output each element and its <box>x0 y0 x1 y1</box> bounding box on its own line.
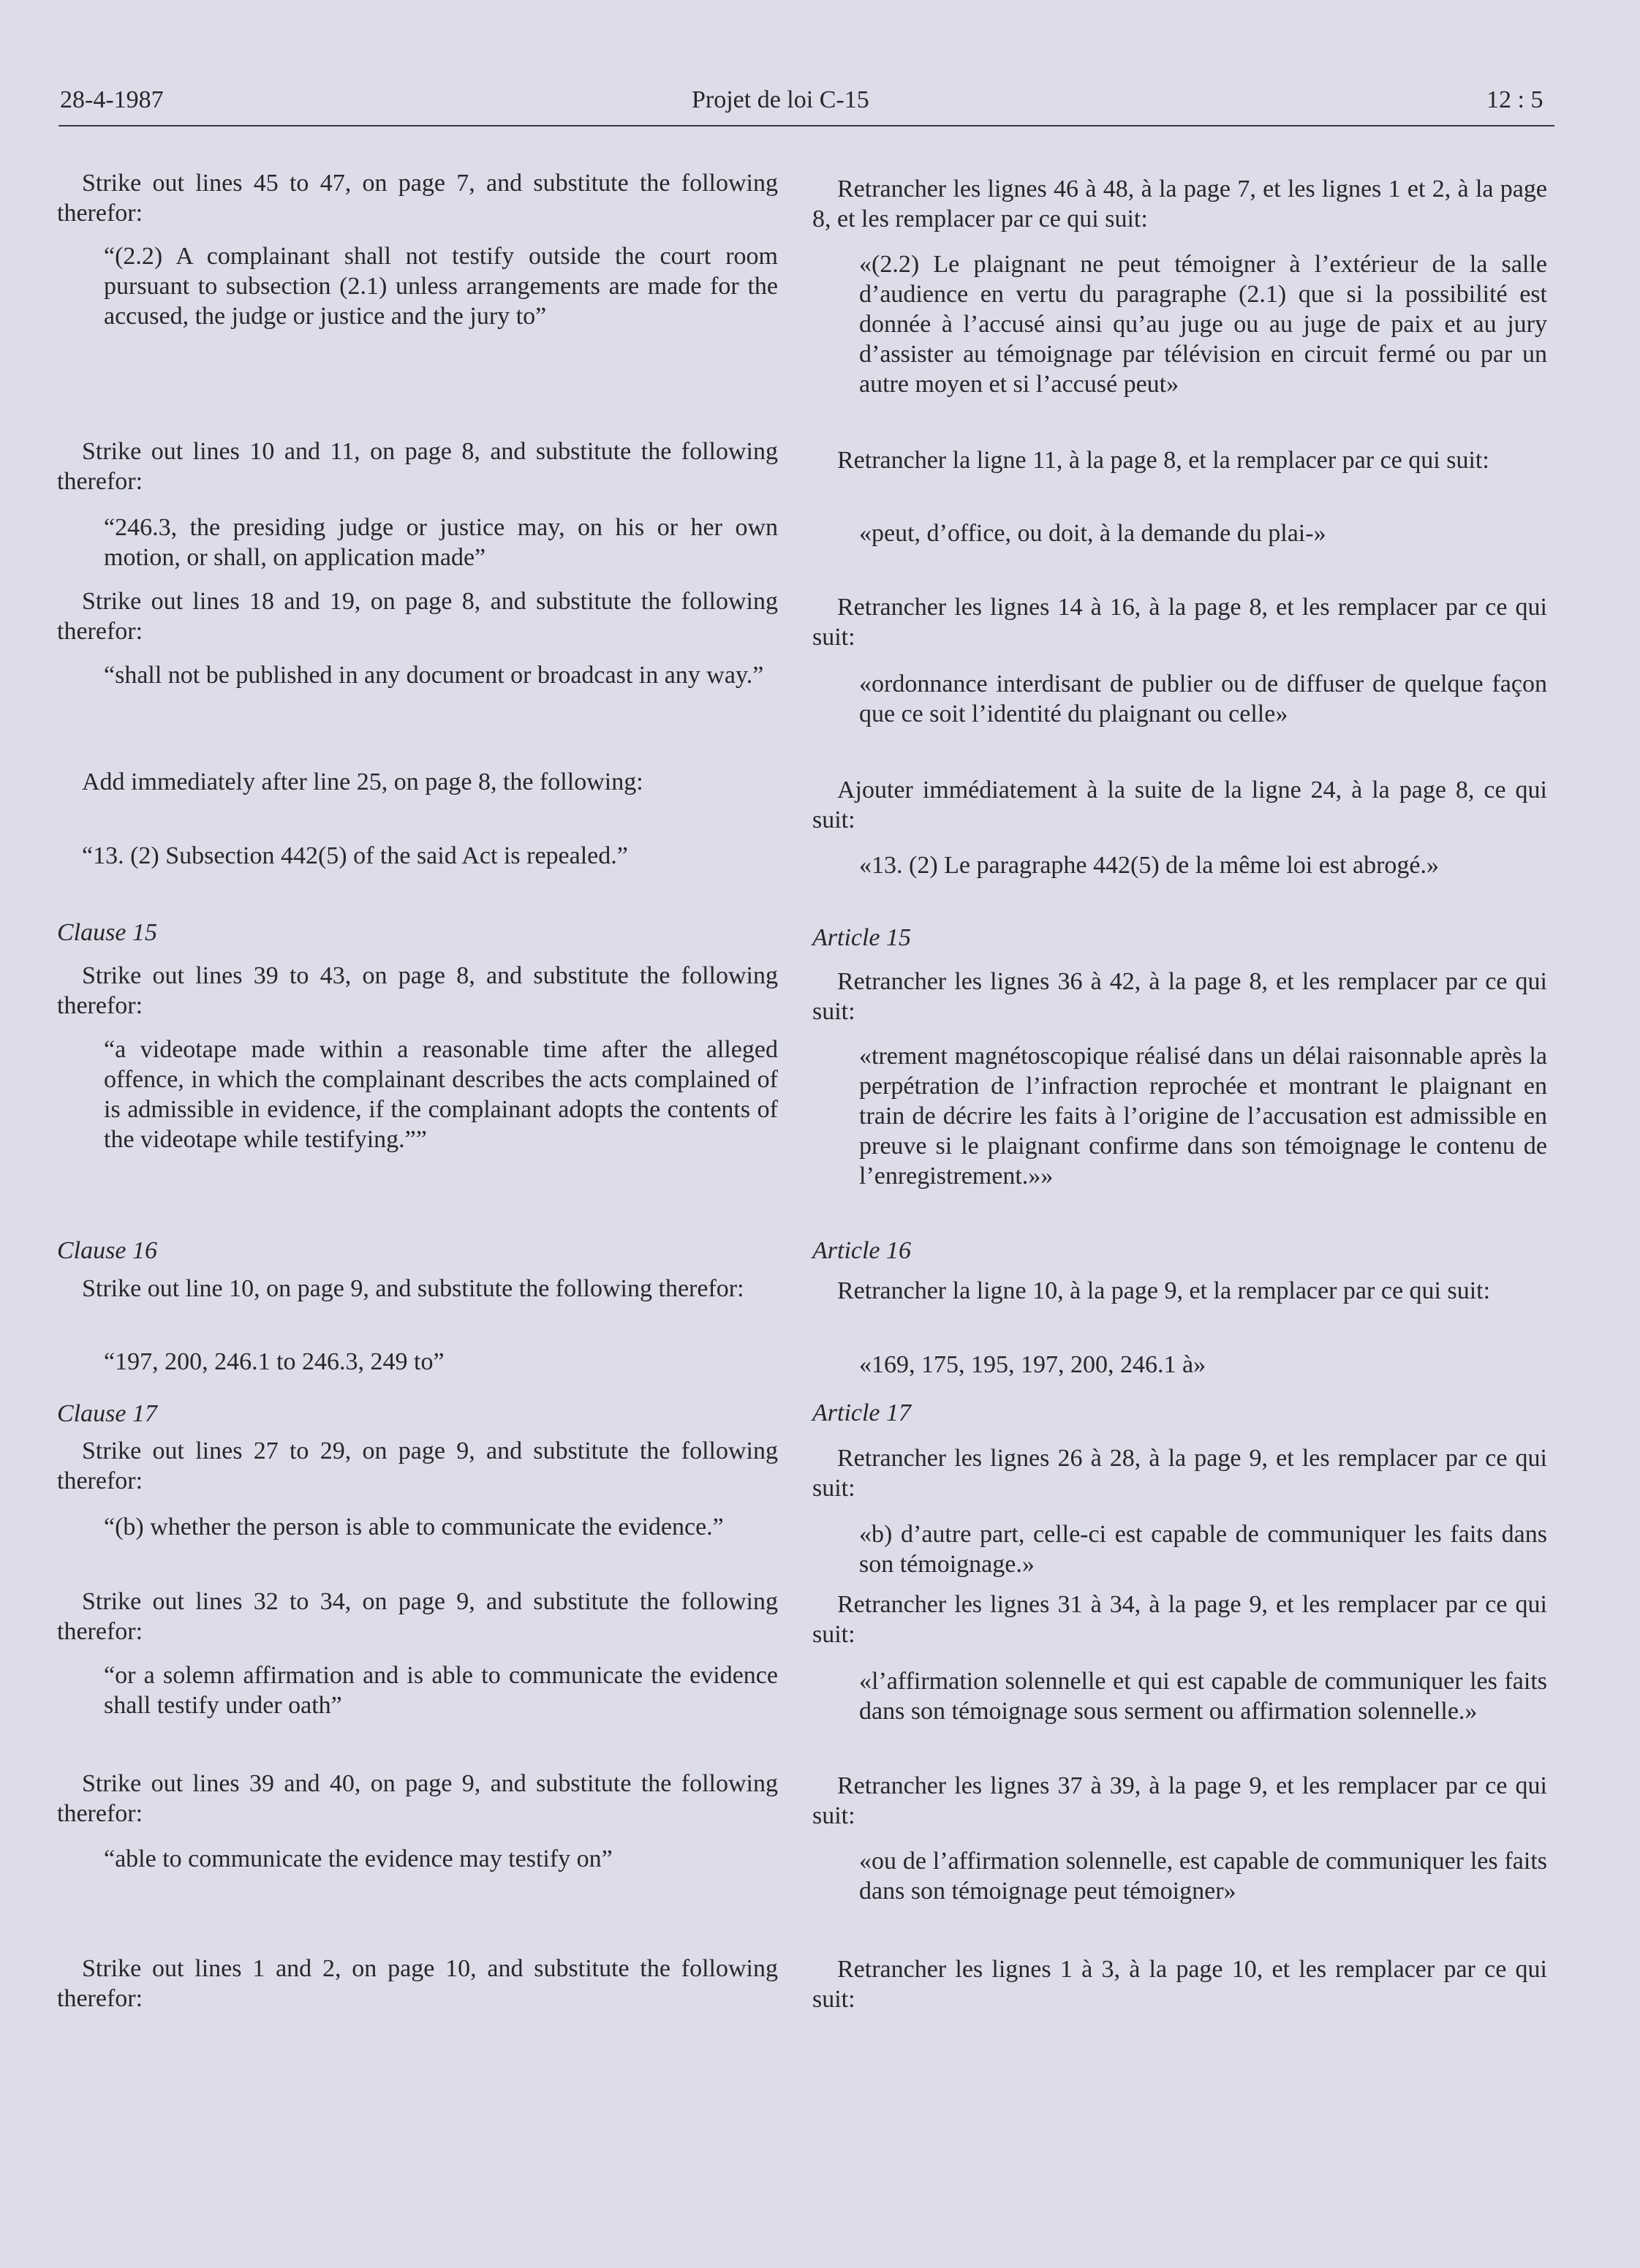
instruction-paragraph: Retrancher les lignes 14 à 16, à la page 8, et les remplacer par ce qui suit: <box>812 594 1547 651</box>
instruction-paragraph: Retrancher la ligne 10, à la page 9, et la remplacer par ce qui suit: <box>837 1277 1491 1304</box>
amendment-quote: “(2.2) A complainant shall not testify outside the court room pursuant to subsection (2.1) unless arrangements are made for the accused, the judge or justice and the jury to” <box>104 243 778 330</box>
clause-heading: Clause 16 <box>57 1237 157 1264</box>
instruction-paragraph: Add immediately after line 25, on page 8, the following: <box>82 768 643 795</box>
amendment-quote: “able to communicate the evidence may testify on” <box>104 1845 613 1872</box>
amendment-quote: «l’affirmation solennelle et qui est capable de communiquer les faits dans son témoignage sous serment ou affirmation solennelle.» <box>859 1668 1547 1725</box>
amendment-quote: «(2.2) Le plaignant ne peut témoigner à l’extérieur de la salle d’audience en vertu du paragraphe (2.1) que si la possibilité est donnée à l’accusé ainsi qu’au juge ou au juge de paix et au jury d’assister au témoignage par télévision en circuit fermé ou par un autre moyen et si l’accusé peut» <box>859 251 1547 398</box>
amendment-quote: “246.3, the presiding judge or justice may, on his or her own motion, or shall, on application made” <box>104 514 778 571</box>
header-title: Projet de loi C-15 <box>692 86 869 113</box>
clause-heading: Clause 15 <box>57 919 157 946</box>
amendment-quote: «trement magnétoscopique réalisé dans un délai raisonnable après la perpétration de l’infraction reprochée et montrant le plaignant en train de décrire les faits à l’origine de l’accusation est admissible en preuve si le plaignant confirme dans son témoignage le contenu de l’enregistrement.»» <box>859 1043 1547 1190</box>
header-page-number: 12 : 5 <box>1486 86 1543 113</box>
article-heading: Article 17 <box>812 1399 912 1426</box>
instruction-paragraph: Retrancher les lignes 37 à 39, à la page 9, et les remplacer par ce qui suit: <box>812 1772 1547 1829</box>
instruction-paragraph: Retrancher les lignes 36 à 42, à la page 8, et les remplacer par ce qui suit: <box>812 968 1547 1025</box>
amendment-quote: «ordonnance interdisant de publier ou de diffuser de quelque façon que ce soit l’identité du plaignant ou celle» <box>859 670 1547 727</box>
instruction-paragraph: Retrancher les lignes 26 à 28, à la page 9, et les remplacer par ce qui suit: <box>812 1445 1547 1502</box>
amendment-quote: «ou de l’affirmation solennelle, est capable de communiquer les faits dans son témoignage peut témoigner» <box>859 1848 1547 1905</box>
amendment-quote: «b) d’autre part, celle-ci est capable de communiquer les faits dans son témoignage.» <box>859 1521 1547 1578</box>
instruction-paragraph: Retrancher les lignes 31 à 34, à la page 9, et les remplacer par ce qui suit: <box>812 1591 1547 1648</box>
instruction-paragraph: Strike out lines 45 to 47, on page 7, and substitute the following therefor: <box>57 170 778 227</box>
header-date: 28-4-1987 <box>60 86 164 113</box>
instruction-paragraph: Ajouter immédiatement à la suite de la ligne 24, à la page 8, ce qui suit: <box>812 776 1547 834</box>
instruction-paragraph: Strike out lines 39 to 43, on page 8, and substitute the following therefor: <box>57 962 778 1019</box>
instruction-paragraph: Strike out lines 39 and 40, on page 9, and substitute the following therefor: <box>57 1770 778 1827</box>
instruction-paragraph: Strike out lines 18 and 19, on page 8, and substitute the following therefor: <box>57 588 778 645</box>
amendment-quote: «peut, d’office, ou doit, à la demande du plai-» <box>859 520 1326 547</box>
instruction-paragraph: Strike out lines 32 to 34, on page 9, and substitute the following therefor: <box>57 1588 778 1645</box>
instruction-paragraph: Retrancher les lignes 1 à 3, à la page 10, et les remplacer par ce qui suit: <box>812 1956 1547 2013</box>
instruction-paragraph: Strike out lines 27 to 29, on page 9, and substitute the following therefor: <box>57 1437 778 1494</box>
instruction-paragraph: Retrancher la ligne 11, à la page 8, et la remplacer par ce qui suit: <box>837 447 1489 474</box>
amendment-quote: «169, 175, 195, 197, 200, 246.1 à» <box>859 1351 1206 1378</box>
amendment-quote: “shall not be published in any document or broadcast in any way.” <box>104 662 764 689</box>
header-rule <box>58 125 1554 126</box>
instruction-paragraph: Strike out lines 10 and 11, on page 8, and substitute the following therefor: <box>57 438 778 495</box>
clause-heading: Clause 17 <box>57 1400 157 1427</box>
instruction-paragraph: Strike out lines 1 and 2, on page 10, and substitute the following therefor: <box>57 1955 778 2012</box>
instruction-paragraph: Strike out line 10, on page 9, and substitute the following therefor: <box>82 1275 744 1302</box>
amendment-quote: «13. (2) Le paragraphe 442(5) de la même loi est abrogé.» <box>859 852 1440 879</box>
amendment-quote: “(b) whether the person is able to communicate the evidence.” <box>104 1513 724 1541</box>
article-heading: Article 15 <box>812 924 912 951</box>
amendment-quote: “a videotape made within a reasonable time after the alleged offence, in which the complainant describes the acts complained of is admissible in evidence, if the complainant adopts the contents of the videotape while testifying.”” <box>104 1036 778 1153</box>
instruction-paragraph: Retrancher les lignes 46 à 48, à la page 7, et les lignes 1 et 2, à la page 8, et les remplacer par ce qui suit: <box>812 175 1547 233</box>
amendment-quote: “13. (2) Subsection 442(5) of the said Act is repealed.” <box>82 842 628 869</box>
amendment-quote: “or a solemn affirmation and is able to communicate the evidence shall testify under oath” <box>104 1662 778 1719</box>
amendment-quote: “197, 200, 246.1 to 246.3, 249 to” <box>104 1348 445 1375</box>
article-heading: Article 16 <box>812 1237 912 1264</box>
